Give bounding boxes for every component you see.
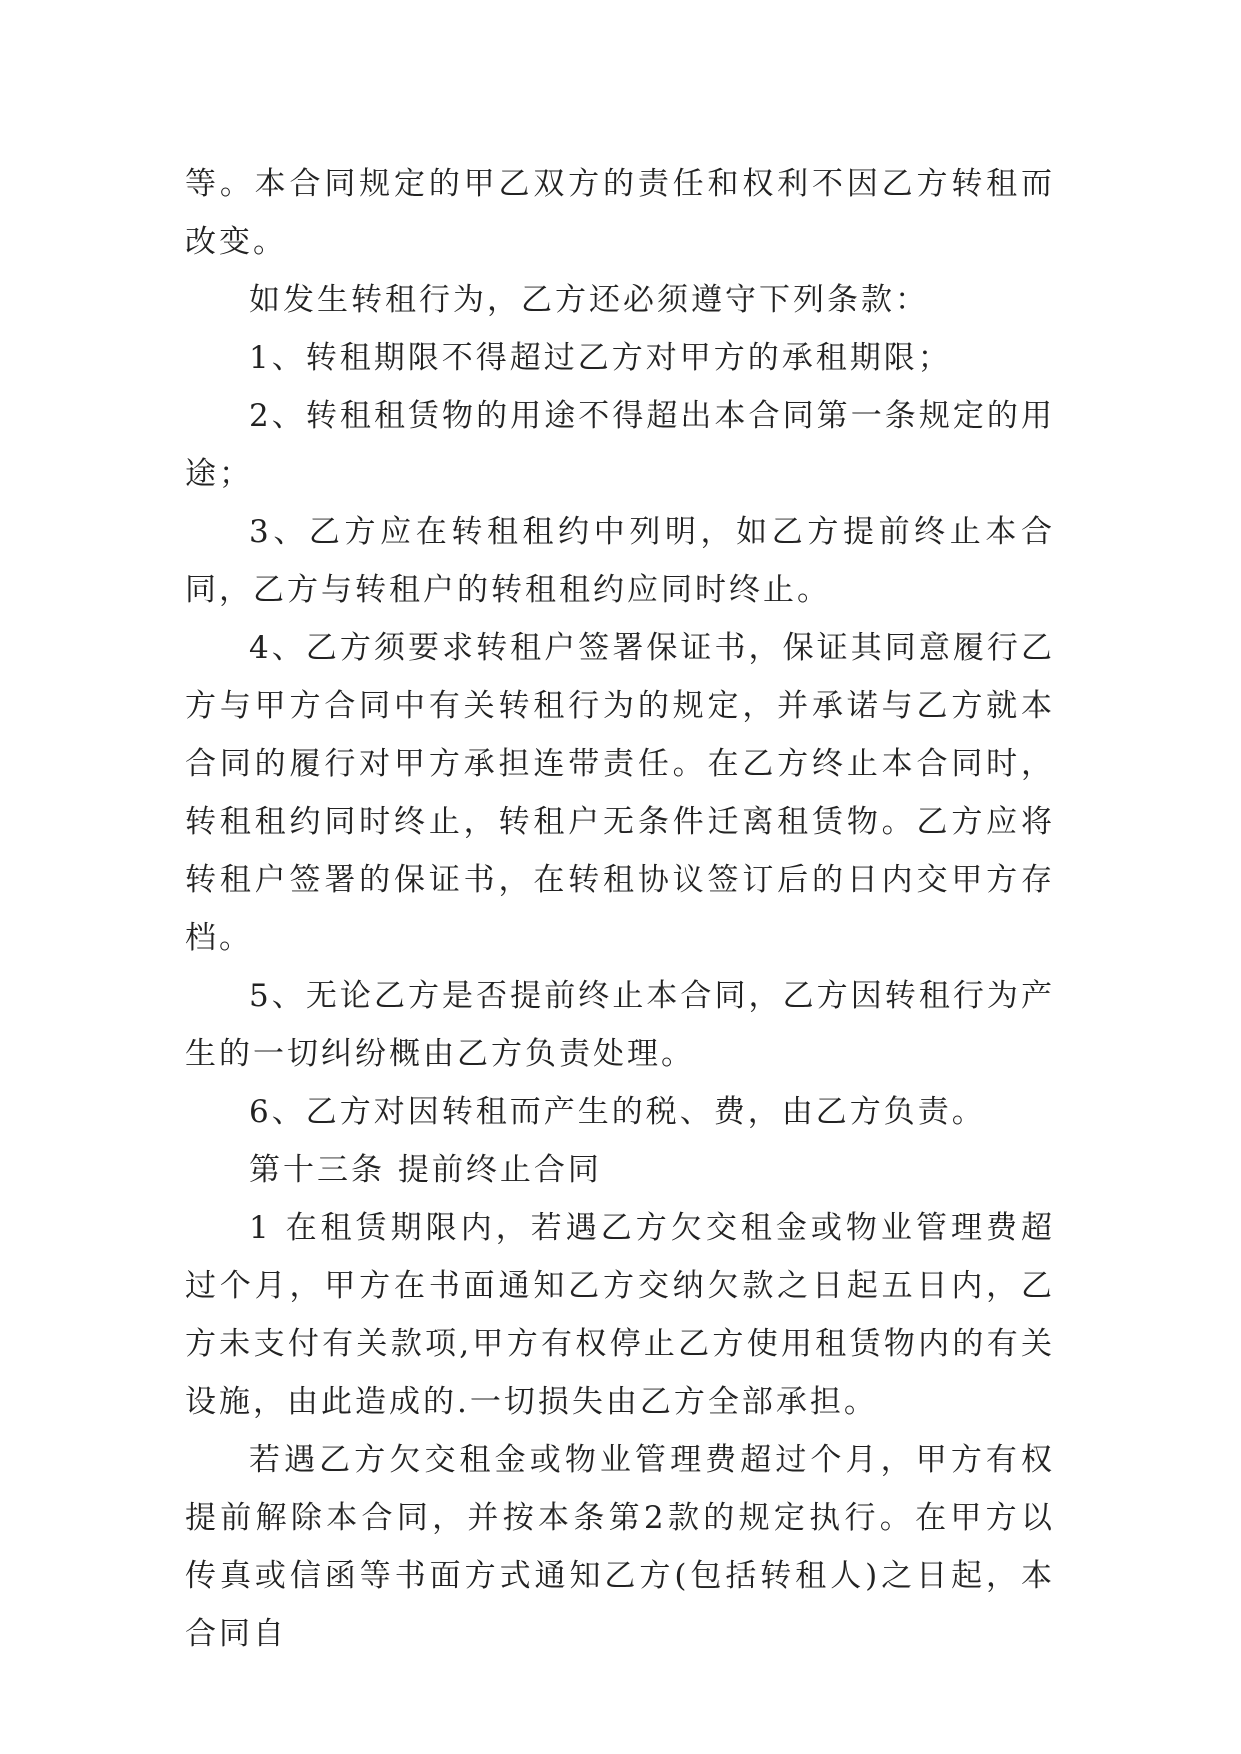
clause-item-2: 2、转租租赁物的用途不得超出本合同第一条规定的用途； bbox=[185, 398, 1055, 492]
clause-item-4: 4、乙方须要求转租户签署保证书，保证其同意履行乙方与甲方合同中有关转租行为的规定，并承诺与乙方就本合同的履行对甲方承担连带责任。在乙方终止本合同时，转租租约同时终止，转租户无条件迁离租赁物。乙方应将转租户签署的保证书，在转租协议签订后的日内交甲方存档。 bbox=[185, 630, 1055, 956]
article-heading: 第十三条 提前终止合同 bbox=[249, 1152, 602, 1188]
clause-item-3: 3、乙方应在转租租约中列明，如乙方提前终止本合同，乙方与转租户的转租租约应同时终止。 bbox=[185, 514, 1055, 608]
paragraph-continuation: 等。本合同规定的甲乙双方的责任和权利不因乙方转租而改变。 bbox=[185, 166, 1055, 260]
clause-item-6: 6、乙方对因转租而产生的税、费，由乙方负责。 bbox=[249, 1094, 986, 1130]
termination-item-1: 1 在租赁期限内，若遇乙方欠交租金或物业管理费超过个月，甲方在书面通知乙方交纳欠款之日起五日内，乙方未支付有关款项,甲方有权停止乙方使用租赁物内的有关设施，由此造成的.一切损失由乙方全部承担。 bbox=[185, 1210, 1055, 1420]
document-body bbox=[185, 155, 1055, 1663]
clause-item-1: 1、转租期限不得超过乙方对甲方的承租期限； bbox=[249, 340, 952, 376]
paragraph-sublease-intro: 如发生转租行为，乙方还必须遵守下列条款： bbox=[249, 282, 929, 318]
termination-paragraph: 若遇乙方欠交租金或物业管理费超过个月，甲方有权提前解除本合同，并按本条第2款的规定执行。在甲方以传真或信函等书面方式通知乙方(包括转租人)之日起，本合同自 bbox=[185, 1442, 1055, 1652]
clause-item-5: 5、无论乙方是否提前终止本合同，乙方因转租行为产生的一切纠纷概由乙方负责处理。 bbox=[185, 978, 1055, 1072]
